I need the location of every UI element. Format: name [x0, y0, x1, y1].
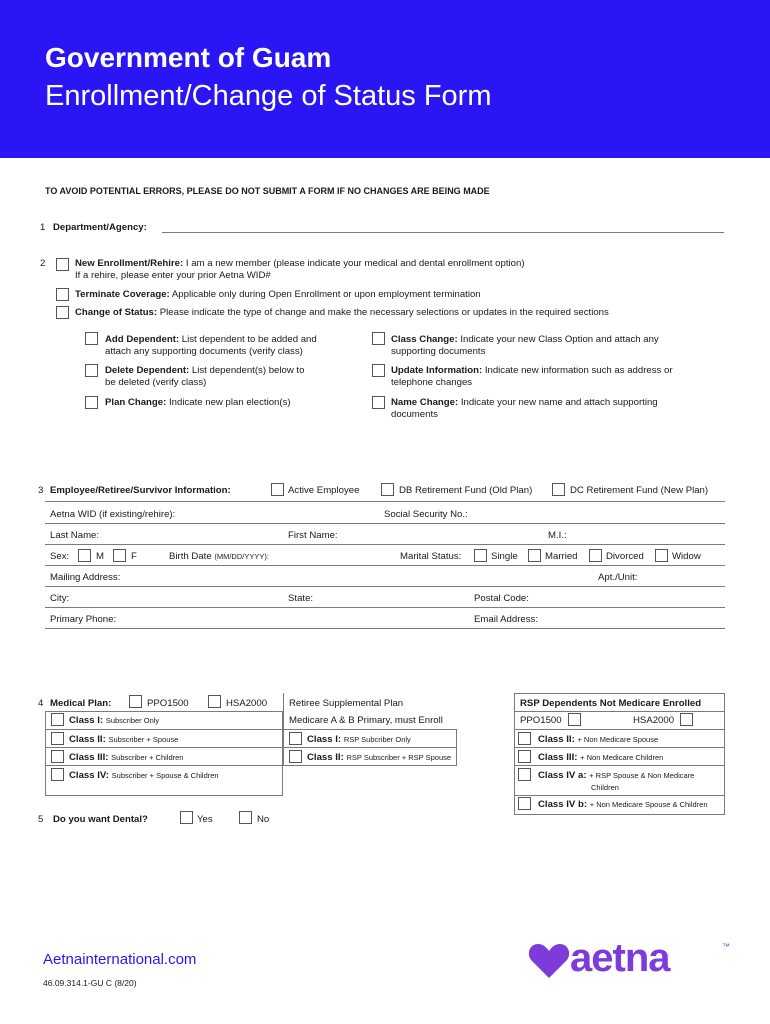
section-1-number: 1 — [40, 222, 46, 233]
aetna-wordmark: aetna — [570, 936, 670, 980]
medical-class-4: Class IV: Subscriber + Spouse & Children — [69, 770, 219, 781]
add-dependent-line2: attach any supporting documents (verify class) — [105, 346, 303, 357]
aetna-wid-label: Aetna WID (if existing/rehire): — [50, 509, 176, 520]
apt-unit-label: Apt./Unit: — [598, 572, 638, 583]
new-enrollment-checkbox[interactable] — [56, 258, 69, 271]
delete-dependent-option: Delete Dependent: List dependent(s) below to — [105, 365, 305, 376]
employee-info-label: Employee/Retiree/Survivor Information: — [50, 485, 231, 496]
rsp-dependents-title: RSP Dependents Not Medicare Enrolled — [520, 698, 702, 709]
single-label: Single — [491, 551, 518, 562]
delete-dependent-checkbox[interactable] — [85, 364, 98, 377]
rsp-ppo1500-checkbox[interactable] — [568, 713, 581, 726]
section-3-number: 3 — [38, 485, 44, 496]
hsa2000-checkbox[interactable] — [208, 695, 221, 708]
rsp-class-4b-checkbox[interactable] — [518, 797, 531, 810]
medical-class-1-checkbox[interactable] — [51, 713, 64, 726]
class-change-line2: supporting documents — [391, 346, 486, 357]
divorced-label: Divorced — [606, 551, 644, 562]
rsp-class-4a-checkbox[interactable] — [518, 768, 531, 781]
rsp-ppo1500-label: PPO1500 — [520, 715, 562, 726]
dental-no-checkbox[interactable] — [239, 811, 252, 824]
medical-class-4-checkbox[interactable] — [51, 768, 64, 781]
section-5-number: 5 — [38, 814, 44, 825]
sex-label: Sex: — [50, 551, 70, 562]
medical-class-2: Class II: Subscriber + Spouse — [69, 734, 179, 745]
department-label: Department/Agency: — [53, 222, 147, 233]
name-change-line2: documents — [391, 409, 438, 420]
married-checkbox[interactable] — [528, 549, 541, 562]
phone-email-field-line[interactable] — [45, 628, 725, 629]
new-enrollment-option: New Enrollment/Rehire: I am a new member (please indicate your medical and dental enrollment option) — [75, 258, 525, 269]
dc-retirement-label: DC Retirement Fund (New Plan) — [570, 485, 709, 496]
ppo1500-checkbox[interactable] — [129, 695, 142, 708]
medical-class-3: Class III: Subscriber + Children — [69, 752, 184, 763]
widow-checkbox[interactable] — [655, 549, 668, 562]
active-employee-checkbox[interactable] — [271, 483, 284, 496]
change-status-checkbox[interactable] — [56, 306, 69, 319]
retiree-class-2-checkbox[interactable] — [289, 750, 302, 763]
mi-label: M.I.: — [548, 530, 567, 541]
address-field-line[interactable] — [45, 586, 725, 587]
dc-retirement-checkbox[interactable] — [552, 483, 565, 496]
divorced-checkbox[interactable] — [589, 549, 602, 562]
sex-m-checkbox[interactable] — [78, 549, 91, 562]
dental-label: Do you want Dental? — [53, 814, 148, 825]
postal-code-label: Postal Code: — [474, 593, 529, 604]
married-label: Married — [545, 551, 578, 562]
rehire-wid-text: If a rehire, please enter your prior Aetna WID# — [75, 270, 271, 281]
rsp-class-3-checkbox[interactable] — [518, 750, 531, 763]
rsp-class-3: Class III: + Non Medicare Children — [538, 752, 664, 763]
trademark-symbol: ™ — [722, 942, 730, 951]
update-info-checkbox[interactable] — [372, 364, 385, 377]
rsp-hsa2000-label: HSA2000 — [633, 715, 675, 726]
retiree-class-1: Class I: RSP Subcriber Only — [307, 734, 411, 745]
rsp-hsa2000-checkbox[interactable] — [680, 713, 693, 726]
aetna-website-link[interactable]: Aetnainternational.com — [43, 951, 197, 968]
city-state-field-line[interactable] — [45, 607, 725, 608]
section-2-number: 2 — [40, 258, 46, 269]
form-code: 46.09.314.1-GU C (8/20) — [43, 978, 137, 988]
warning-text: TO AVOID POTENTIAL ERRORS, PLEASE DO NOT SUBMIT A FORM IF NO CHANGES ARE BEING MADE — [45, 186, 490, 196]
state-label: State: — [288, 593, 314, 604]
class-change-option: Class Change: Indicate your new Class Option and attach any — [391, 334, 659, 345]
update-info-line2: telephone changes — [391, 377, 473, 388]
rsp-class-4a-line2: Children — [591, 783, 619, 792]
sex-marital-field-line[interactable] — [45, 565, 725, 566]
rsp-class-4a: Class IV a: + RSP Spouse & Non Medicare — [538, 770, 695, 781]
hsa2000-label: HSA2000 — [226, 698, 268, 709]
name-change-option: Name Change: Indicate your new name and attach supporting — [391, 397, 658, 408]
marital-status-label: Marital Status: — [400, 551, 462, 562]
heart-icon — [528, 942, 570, 980]
dental-yes-label: Yes — [197, 814, 213, 825]
db-retirement-checkbox[interactable] — [381, 483, 394, 496]
plan-change-option: Plan Change: Indicate new plan election(s) — [105, 397, 291, 408]
email-address-label: Email Address: — [474, 614, 538, 625]
last-name-label: Last Name: — [50, 530, 100, 541]
ppo1500-label: PPO1500 — [147, 698, 189, 709]
form-title: Government of Guam — [45, 42, 332, 73]
ssn-label: Social Security No.: — [384, 509, 468, 520]
aetna-logo — [528, 936, 734, 984]
first-name-label: First Name: — [288, 530, 338, 541]
rsp-class-4b: Class IV b: + Non Medicare Spouse & Children — [538, 799, 708, 810]
active-employee-label: Active Employee — [288, 485, 360, 496]
primary-phone-label: Primary Phone: — [50, 614, 117, 625]
change-status-option: Change of Status: Please indicate the type of change and make the necessary selections or updates in the required sections — [75, 307, 609, 318]
retiree-plan-title: Retiree Supplemental Plan — [289, 698, 404, 709]
add-dependent-checkbox[interactable] — [85, 332, 98, 345]
medical-plan-label: Medical Plan: — [50, 698, 112, 709]
delete-dependent-line2: be deleted (verify class) — [105, 377, 207, 388]
birth-date-label: Birth Date (MM/DD/YYYY): — [169, 551, 269, 562]
medical-class-1: Class I: Subscriber Only — [69, 715, 160, 726]
sex-f-checkbox[interactable] — [113, 549, 126, 562]
name-change-checkbox[interactable] — [372, 396, 385, 409]
sex-m-label: M — [96, 551, 104, 562]
medical-class-3-checkbox[interactable] — [51, 750, 64, 763]
name-field-line[interactable] — [45, 544, 725, 545]
header-banner — [0, 0, 770, 158]
terminate-coverage-checkbox[interactable] — [56, 288, 69, 301]
class-change-checkbox[interactable] — [372, 332, 385, 345]
department-field[interactable] — [162, 232, 724, 233]
rsp-class-2: Class II: + Non Medicare Spouse — [538, 734, 659, 745]
terminate-coverage-option: Terminate Coverage: Applicable only during Open Enrollment or upon employment termination — [75, 289, 481, 300]
dental-yes-checkbox[interactable] — [180, 811, 193, 824]
add-dependent-option: Add Dependent: List dependent to be added and — [105, 334, 317, 345]
update-info-option: Update Information: Indicate new information such as address or — [391, 365, 673, 376]
form-subtitle: Enrollment/Change of Status Form — [45, 80, 492, 112]
rsp-class-2-checkbox[interactable] — [518, 732, 531, 745]
sex-f-label: F — [131, 551, 137, 562]
retiree-class-1-checkbox[interactable] — [289, 732, 302, 745]
wid-ssn-field-line[interactable] — [45, 523, 725, 524]
plan-change-checkbox[interactable] — [85, 396, 98, 409]
mailing-address-label: Mailing Address: — [50, 572, 121, 583]
db-retirement-label: DB Retirement Fund (Old Plan) — [399, 485, 533, 496]
retiree-plan-subtitle: Medicare A & B Primary, must Enroll — [289, 715, 443, 726]
retiree-class-2: Class II: RSP Subscriber + RSP Spouse — [307, 752, 452, 763]
dental-no-label: No — [257, 814, 270, 825]
city-label: City: — [50, 593, 70, 604]
section-4-number: 4 — [38, 698, 44, 709]
single-checkbox[interactable] — [474, 549, 487, 562]
medical-class-2-checkbox[interactable] — [51, 732, 64, 745]
widow-label: Widow — [672, 551, 701, 562]
